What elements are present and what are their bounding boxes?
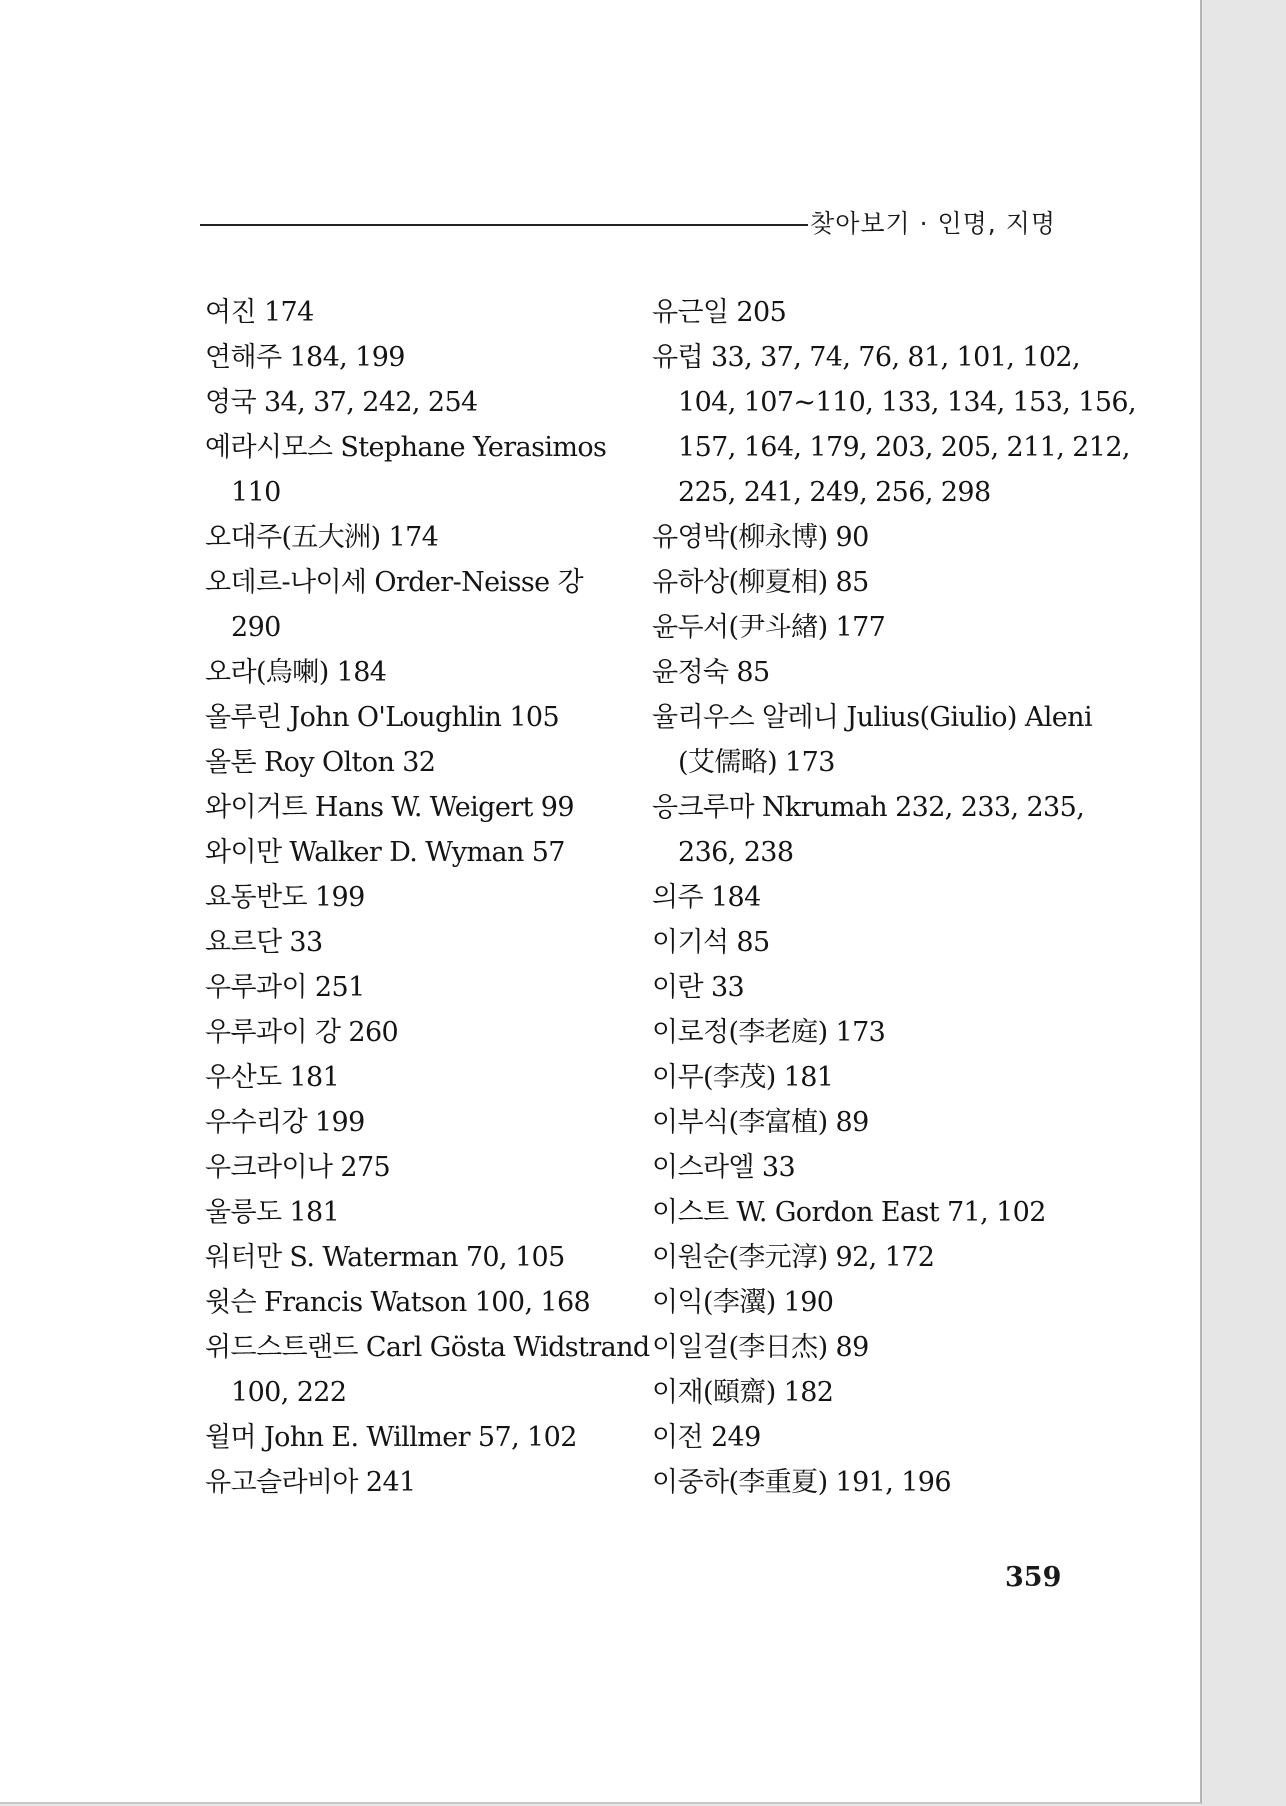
index-entry: 윗슨 Francis Watson 100, 168 xyxy=(205,1287,591,1318)
index-entry: 와이만 Walker D. Wyman 57 xyxy=(205,837,565,868)
index-entry: 이부식(李富植) 89 xyxy=(652,1107,869,1138)
index-entry: 영국 34, 37, 242, 254 xyxy=(205,387,478,418)
index-entry: 위드스트랜드 Carl Gösta Widstrand xyxy=(205,1332,650,1363)
index-entry: 오라(烏喇) 184 xyxy=(205,657,387,688)
index-entry-continuation: 100, 222 xyxy=(231,1377,347,1408)
index-entry: 이재(頤齋) 182 xyxy=(652,1377,834,1408)
index-entry: 우산도 181 xyxy=(205,1062,340,1093)
index-entry: 우수리강 199 xyxy=(205,1107,365,1138)
index-entry: 율리우스 알레니 Julius(Giulio) Aleni xyxy=(652,702,1092,733)
index-entry: 유영박(柳永博) 90 xyxy=(652,522,869,553)
index-entry: 우루과이 강 260 xyxy=(205,1017,399,1048)
index-entry: 오대주(五大洲) 174 xyxy=(205,522,439,553)
index-entry: 이중하(李重夏) 191, 196 xyxy=(652,1467,951,1498)
index-entry: 이로정(李老庭) 173 xyxy=(652,1017,886,1048)
page-number: 359 xyxy=(1005,1562,1062,1593)
index-entry: 이일걸(李日杰) 89 xyxy=(652,1332,869,1363)
index-entry: 와이거트 Hans W. Weigert 99 xyxy=(205,792,574,823)
index-entry: 유하상(柳夏相) 85 xyxy=(652,567,869,598)
index-entry: 의주 184 xyxy=(652,882,761,913)
index-column-right xyxy=(652,290,1136,1505)
index-entry: 유고슬라비아 241 xyxy=(205,1467,416,1498)
index-entry: 워터만 S. Waterman 70, 105 xyxy=(205,1242,565,1273)
index-entry: 이원순(李元淳) 92, 172 xyxy=(652,1242,935,1273)
index-entry: 이익(李瀷) 190 xyxy=(652,1287,834,1318)
index-entry: 예라시모스 Stephane Yerasimos xyxy=(205,432,607,463)
index-entry: 연해주 184, 199 xyxy=(205,342,405,373)
index-entry: 이무(李茂) 181 xyxy=(652,1062,834,1093)
index-entry: 여진 174 xyxy=(205,297,314,328)
index-entry: 윤두서(尹斗緖) 177 xyxy=(652,612,886,643)
index-entry: 오데르-나이세 Order-Neisse 강 xyxy=(205,567,583,598)
index-entry-continuation: 110 xyxy=(231,477,281,508)
index-entry: 윌머 John E. Willmer 57, 102 xyxy=(205,1422,577,1453)
index-entry-continuation: 225, 241, 249, 256, 298 xyxy=(678,477,991,508)
index-column-left xyxy=(205,290,650,1505)
index-entry-continuation: 236, 238 xyxy=(678,837,794,868)
header-rule xyxy=(200,224,808,226)
index-entry: 우크라이나 275 xyxy=(205,1152,391,1183)
index-entry: 요르단 33 xyxy=(205,927,323,958)
index-entry-continuation: 290 xyxy=(231,612,281,643)
index-entry: 이스트 W. Gordon East 71, 102 xyxy=(652,1197,1046,1228)
index-entry: 올톤 Roy Olton 32 xyxy=(205,747,436,778)
index-entry: 울릉도 181 xyxy=(205,1197,340,1228)
index-entry: 올루린 John O'Loughlin 105 xyxy=(205,702,560,733)
index-entry: 유럽 33, 37, 74, 76, 81, 101, 102, xyxy=(652,342,1080,373)
index-entry: 응크루마 Nkrumah 232, 233, 235, xyxy=(652,792,1085,823)
running-head xyxy=(200,202,1056,242)
index-entry-continuation: 104, 107~110, 133, 134, 153, 156, xyxy=(678,387,1136,418)
index-entry: 윤정숙 85 xyxy=(652,657,770,688)
running-title: 찾아보기 · 인명, 지명 xyxy=(810,209,1056,238)
index-entry: 이기석 85 xyxy=(652,927,770,958)
index-entry: 이전 249 xyxy=(652,1422,761,1453)
index-entry: 요동반도 199 xyxy=(205,882,365,913)
index-entry-continuation: (艾儒略) 173 xyxy=(678,747,835,778)
index-entry: 우루과이 251 xyxy=(205,972,365,1003)
index-entry: 유근일 205 xyxy=(652,297,787,328)
index-entry: 이스라엘 33 xyxy=(652,1152,796,1183)
index-entry-continuation: 157, 164, 179, 203, 205, 211, 212, xyxy=(678,432,1130,463)
index-entry: 이란 33 xyxy=(652,972,745,1003)
